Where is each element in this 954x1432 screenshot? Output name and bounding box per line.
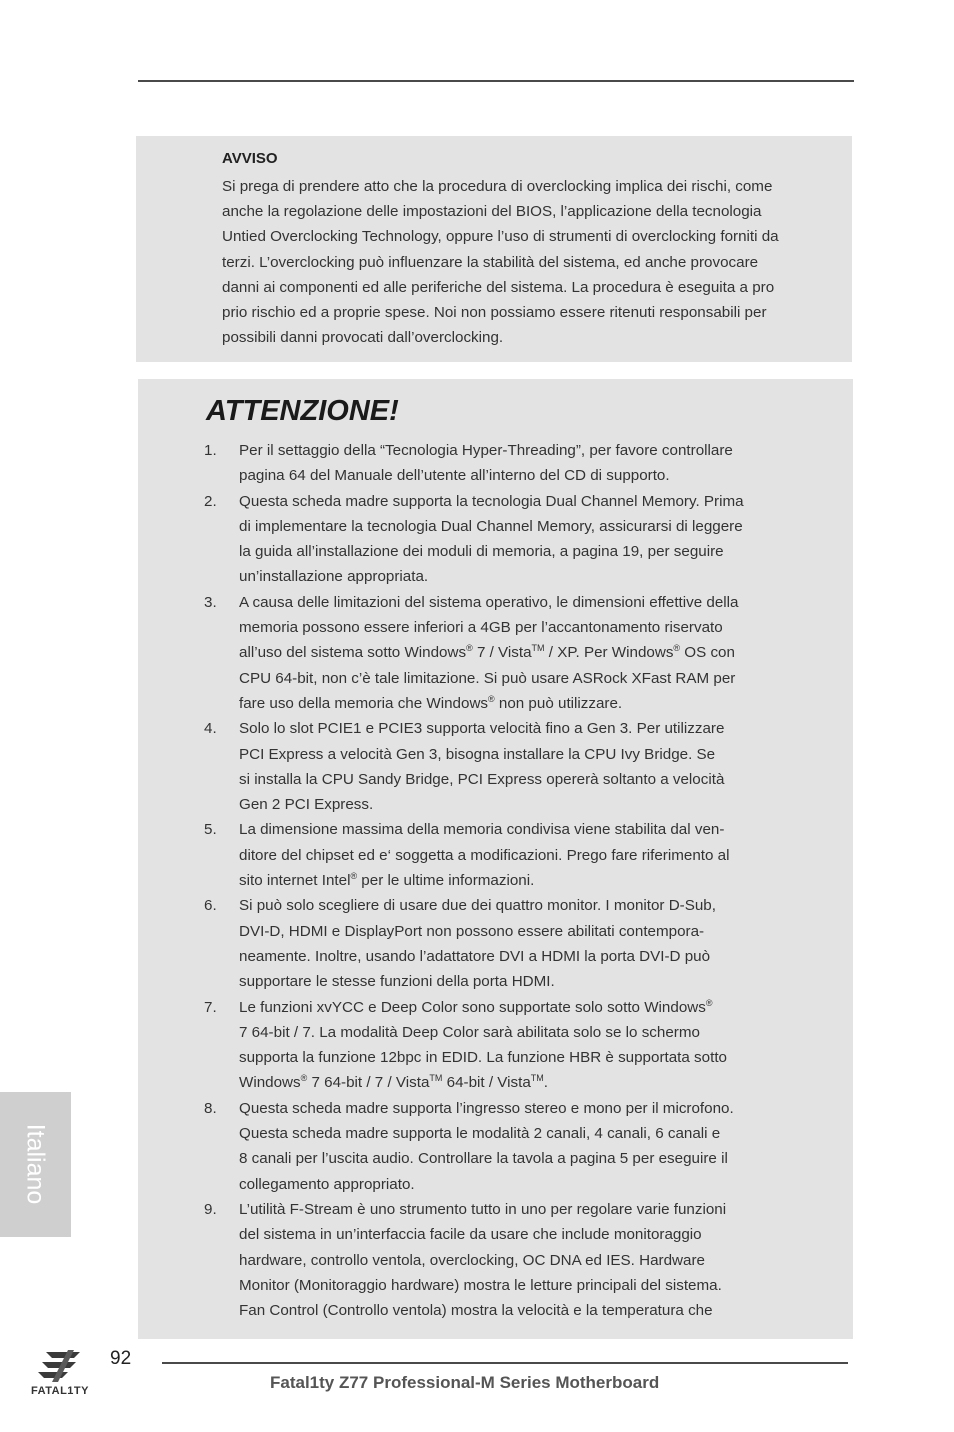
attention-text-run: / XP. Per Windows xyxy=(544,644,674,662)
top-rule xyxy=(138,80,854,82)
attention-text-run: per le ultime informazioni. xyxy=(357,872,535,890)
attention-item-text xyxy=(239,590,809,716)
notice-body: Si prega di prendere atto che la procedura di overclocking implica dei rischi, come anche la regolazione delle impostazioni del BIOS, l’applicazione della tecnologia Untied Overclocking Technology, oppure l’uso di strumenti di overclocking forniti da terzi. L’overclocking può influenzare la stabilità del sistema, ed anche provocare danni ai componenti ed alle periferiche del sistema. La procedura è eseguita a pro prio rischio ed a proprie spese. Noi non possiamo essere ritenuti responsabili per possibili danni provocati dall’overclocking. xyxy=(222,178,779,347)
attention-box xyxy=(138,379,853,1339)
attention-text-run: OS con CPU 64-bit, non c’è tale limitazione. Si può usare ASRock XFast RAM per fare uso della memoria che Windows xyxy=(239,644,736,712)
attention-item xyxy=(138,893,853,994)
attention-item xyxy=(138,1197,853,1323)
attention-item-number: 8. xyxy=(204,1099,217,1117)
attention-item xyxy=(138,817,853,893)
attention-text-run: A causa delle limitazioni del sistema operativo, le dimensioni effettive della memoria possono essere inferiori a 4GB per l’accantonamento riservato all’uso del sistema sotto Windows xyxy=(239,593,739,662)
attention-item-text: Questa scheda madre supporta l’ingresso stereo e mono per il microfono. Questa scheda madre supporta le modalità 2 canali, 4 canali, 6 canali e 8 canali per l’uscita audio. Controllare la tavola a pagina 5 per eseguire il collegamento appropriato. xyxy=(239,1099,734,1193)
attention-item-text xyxy=(239,817,809,893)
attention-item-number: 4. xyxy=(204,720,217,738)
attention-item-number: 7. xyxy=(204,998,217,1016)
attention-text-run: La dimensione massima della memoria condivisa viene stabilita dal ven- ditore del chipset ed e‘ soggetta a modificazioni. Prego fare riferimento al sito internet Intel xyxy=(239,821,730,890)
fatal1ty-logo xyxy=(28,1348,106,1404)
attention-item-number: 2. xyxy=(204,492,217,510)
attention-text-run: 7 64-bit / 7. La modalità Deep Color sarà abilitata solo se lo schermo supporta la funzione 12bpc in EDID. La funzione HBR è supportata sotto Windows xyxy=(239,1023,727,1092)
attention-text-run: non può utilizzare. xyxy=(494,694,623,712)
attention-item xyxy=(138,716,853,817)
attention-text-run: 7 64-bit / 7 / Vista xyxy=(307,1074,430,1092)
attention-item-text: L’utilità F-Stream è uno strumento tutto in uno per regolare varie funzioni del sistema in un’interfaccia facile da usare che include monitoraggio hardware, controllo ventola, overclocking, OC DNA ed IES. Hardware Monitor (Monitoraggio hardware) mostra le letture principali del sistema. Fan Control (Controllo ventola) mostra la velocità e la temperatura che xyxy=(239,1200,727,1320)
attention-item xyxy=(138,489,853,590)
attention-item-text: Questa scheda madre supporta la tecnologia Dual Channel Memory. Prima di implementare la tecnologia Dual Channel Memory, assicurarsi di leggere la guida all’installazione dei moduli di memoria, a pagina 19, per seguire un’installazione appropriata. xyxy=(239,492,744,586)
page-number: 92 xyxy=(110,1348,132,1369)
attention-item-text: Per il settaggio della “Tecnologia Hyper-Threading”, per favore controllare pagina 64 del Manuale dell’utente all’interno del CD di supporto. xyxy=(239,442,733,485)
logo-text: FATAL1TY xyxy=(31,1385,89,1397)
trademark-mark: ® xyxy=(705,997,713,1008)
attention-item xyxy=(138,438,853,489)
attention-item-number: 1. xyxy=(204,442,217,459)
trademark-mark: ® xyxy=(488,693,495,704)
fatal1ty-logo-icon xyxy=(28,1348,106,1384)
attention-text-run: Le funzioni xvYCC e Deep Color sono supportate solo sotto Windows xyxy=(239,998,706,1016)
attention-item xyxy=(138,1096,853,1197)
trademark-mark: TM xyxy=(531,643,545,654)
attention-item-text: Si può solo scegliere di usare due dei quattro monitor. I monitor D-Sub, DVI-D, HDMI e DisplayPort non possono essere abilitati contempora- neamente. Inoltre, usando l’adattatore DVI a HDMI la porta DVI-D può supportare le stesse funzioni della porta HDMI. xyxy=(239,897,716,991)
notice-title: AVVISO xyxy=(222,150,278,167)
attention-item-text: Solo lo slot PCIE1 e PCIE3 supporta velocità fino a Gen 3. Per utilizzare PCI Express a velocità Gen 3, bisogna installare la CPU Ivy Bridge. Se si installa la CPU Sandy Bridge, PCI Express opererà soltanto a velocità Gen 2 PCI Express. xyxy=(239,720,725,814)
attention-item xyxy=(138,590,853,716)
attention-item-number: 3. xyxy=(204,593,217,611)
attention-text-run: . xyxy=(543,1074,548,1092)
attention-title: ATTENZIONE! xyxy=(206,395,399,427)
attention-text-run: 7 / Vista xyxy=(472,644,532,662)
bottom-rule xyxy=(162,1362,848,1364)
trademark-mark: ® xyxy=(466,643,473,654)
footer-title: Fatal1ty Z77 Professional-M Series Motherboard xyxy=(270,1373,660,1392)
notice-box xyxy=(136,136,852,362)
attention-item-number: 9. xyxy=(204,1200,217,1218)
trademark-mark: ® xyxy=(350,871,358,882)
attention-list xyxy=(138,438,853,1323)
attention-item-number: 6. xyxy=(204,897,217,915)
attention-item xyxy=(138,995,853,1096)
trademark-mark: ® xyxy=(673,643,681,654)
language-side-tab xyxy=(0,1092,71,1237)
attention-item-number: 5. xyxy=(204,821,217,839)
trademark-mark: ® xyxy=(300,1073,308,1084)
attention-text-run: 64-bit / Vista xyxy=(442,1074,531,1092)
trademark-mark: TM xyxy=(530,1073,544,1084)
trademark-mark: TM xyxy=(429,1073,443,1084)
language-label: Italiano xyxy=(21,1123,50,1205)
attention-item-text xyxy=(239,995,809,1096)
